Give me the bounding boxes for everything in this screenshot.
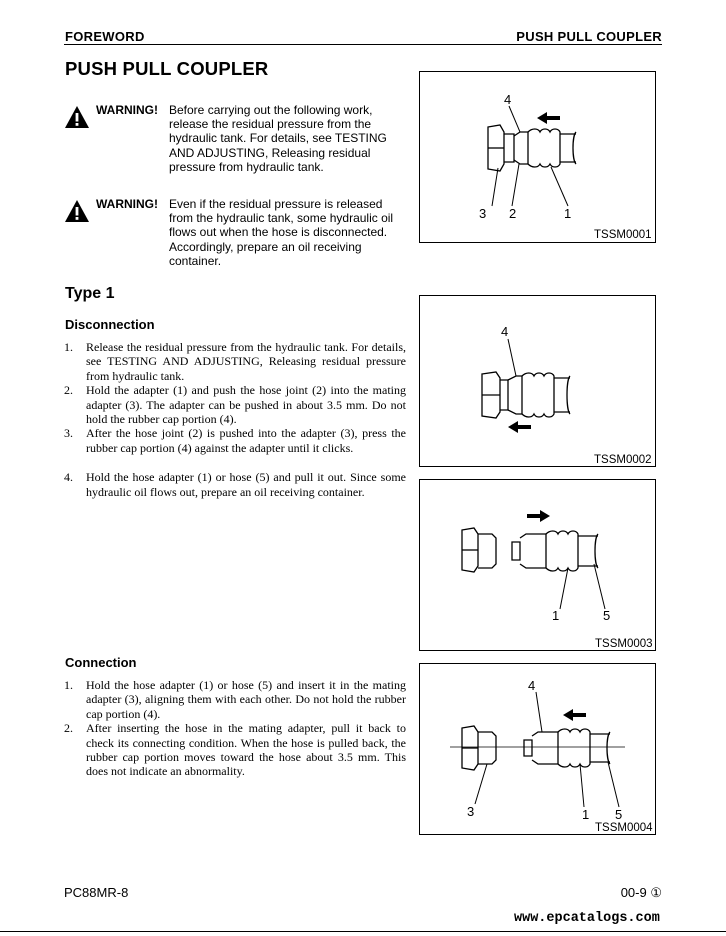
figure-tssm0003: [419, 479, 656, 651]
callout-2: 2: [509, 206, 517, 221]
disconnection-heading: Disconnection: [65, 317, 155, 332]
callout-4: 4: [528, 678, 536, 693]
callout-1: 1: [564, 206, 572, 221]
running-header-right: PUSH PULL COUPLER: [516, 29, 662, 44]
warning-text: Before carrying out the following work, release the residual pressure from the hydraulic tank. For details, see TESTING AND ADJUSTING, Releasing residual pressure from hydraulic tank.: [169, 103, 387, 174]
figure-code: TSSM0002: [594, 454, 652, 466]
running-header-left: FOREWORD: [65, 29, 145, 44]
warning-block-2: [64, 197, 409, 272]
list-item: [64, 383, 406, 426]
list-item: [64, 470, 406, 499]
connection-heading: Connection: [65, 655, 137, 670]
warning-triangle-icon: [64, 199, 90, 223]
site-watermark: www.epcatalogs.com: [514, 911, 660, 926]
warning-text: Even if the residual pressure is released from the hydraulic tank, some hydraulic oil flows out when the hose is disconnected. Accordingly, prepare an oil receiving container.: [169, 197, 394, 268]
callout-1: 1: [552, 608, 560, 623]
warning-label: WARNING!: [96, 103, 158, 117]
disconnection-steps: [64, 340, 406, 499]
callout-3: 3: [479, 206, 487, 221]
callout-3: 3: [467, 804, 475, 819]
callout-4: 4: [501, 324, 509, 339]
warning-triangle-icon: [64, 105, 90, 129]
callout-1: 1: [582, 807, 590, 822]
warning-label: WARNING!: [96, 197, 158, 211]
figure-code: TSSM0001: [594, 229, 652, 241]
page-title: PUSH PULL COUPLER: [65, 58, 269, 79]
step-text: After inserting the hose in the mating adapter, pull it back to check its connecting condition. When the hose is pulled back, the rubber cap portion moves toward the hose about 3.5 mm. This does not indicate an abnormality.: [86, 721, 406, 779]
step-number: 4.: [64, 470, 73, 485]
list-item: [64, 678, 406, 721]
header-rule: [64, 44, 662, 45]
callout-4: 4: [504, 92, 512, 107]
list-item: [64, 426, 406, 455]
step-text: After the hose joint (2) is pushed into the adapter (3), press the rubber cap portion (4) against the adapter until it clicks.: [86, 426, 406, 455]
step-number: 2.: [64, 721, 73, 736]
coupler-assembled-drawing: [420, 72, 655, 242]
step-text: Release the residual pressure from the hydraulic tank. For details, see TESTING AND ADJUSTING, Releasing residual pressure from hydraulic tank.: [86, 340, 406, 383]
footer-model: PC88MR-8: [64, 885, 129, 900]
figure-code: TSSM0004: [595, 822, 653, 834]
step-text: Hold the adapter (1) and push the hose joint (2) into the mating adapter (3). The adapter can be pushed in about 3.5 mm. Do not hold the rubber cap portion (4).: [86, 383, 406, 427]
coupler-pull-out-drawing: [420, 480, 655, 650]
step-number: 1.: [64, 340, 73, 354]
coupler-connect-drawing: [420, 664, 655, 834]
figure-tssm0002: [419, 295, 656, 467]
figure-code: TSSM0003: [595, 638, 653, 650]
step-number: 3.: [64, 426, 73, 441]
step-number: 2.: [64, 383, 73, 398]
callout-5: 5: [615, 807, 623, 822]
figure-tssm0004: [419, 663, 656, 835]
list-item: [64, 340, 406, 383]
bottom-rule: [0, 931, 726, 932]
step-number: 1.: [64, 678, 73, 692]
type-heading: Type 1: [65, 285, 115, 302]
footer-page-number: 00-9 ①: [620, 885, 662, 900]
figure-tssm0001: [419, 71, 656, 243]
callout-5: 5: [603, 608, 611, 623]
step-text: Hold the hose adapter (1) or hose (5) and pull it out. Since some hydraulic oil flows out, prepare an oil receiving container.: [86, 470, 406, 499]
warning-block-1: [64, 103, 409, 173]
coupler-push-drawing: [420, 296, 655, 466]
step-text: Hold the hose adapter (1) or hose (5) and insert it in the mating adapter (3), aligning them with each other. Do not hold the rubber cap portion (4).: [86, 678, 406, 721]
connection-steps: [64, 678, 406, 779]
list-item: [64, 721, 406, 779]
